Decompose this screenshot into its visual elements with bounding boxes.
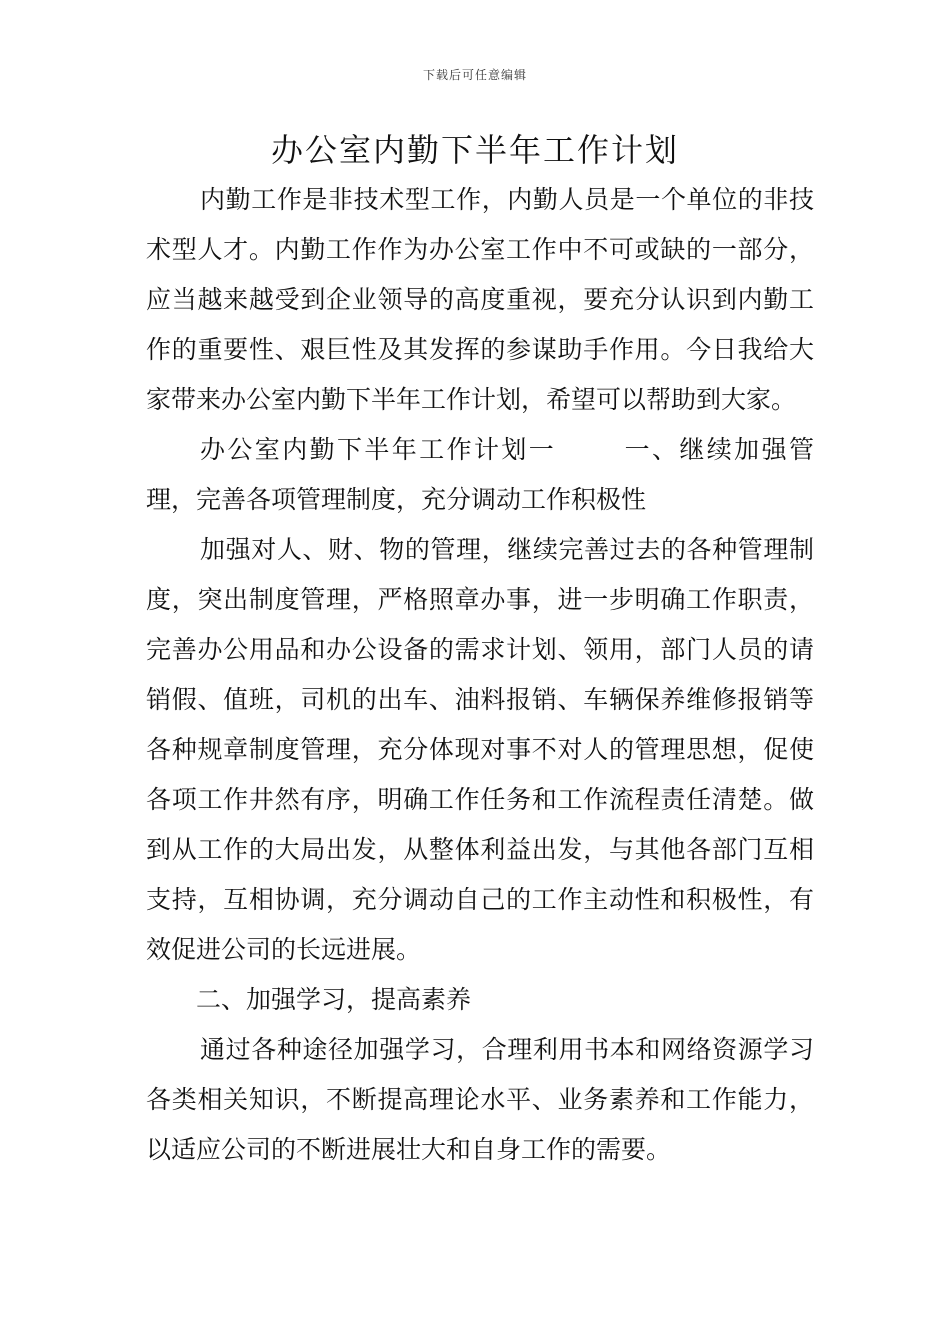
intro-paragraph: 内勤工作是非技术型工作，内勤人员是一个单位的非技术型人才。内勤工作作为办公室工作中不可或缺的一部分，应当越来越受到企业领导的高度重视，要充分认识到内勤工作的重要性、艰巨性及其发挥的参谋助手作用。今日我给大家带来办公室内勤下半年工作计划，希望可以帮助到大家。 bbox=[146, 185, 814, 414]
document-title: 办公室内勤下半年工作计划 bbox=[270, 131, 679, 169]
plan-one-label: 办公室内勤下半年工作计划一 bbox=[200, 435, 557, 464]
header-note: 下载后可任意编辑 bbox=[422, 68, 527, 82]
section-one-heading: 一、继续加强管理，完善各项管理制度，充分调动工作积极性 bbox=[146, 435, 814, 514]
section-two-heading: 二、加强学习，提高素养 bbox=[196, 985, 472, 1014]
section-one-body: 加强对人、财、物的管理，继续完善过去的各种管理制度，突出制度管理，严格照章办事，进一步明确工作职责，完善办公用品和办公设备的需求计划、领用，部门人员的请销假、值班，司机的出车、油料报销、车辆保养维修报销等各种规章制度管理，充分体现对事不对人的管理思想，促使各项工作井然有序，明确工作任务和工作流程责任清楚。做到从工作的大局出发，从整体利益出发，与其他各部门互相支持，互相协调，充分调动自己的工作主动性和积极性，有效促进公司的长远进展。 bbox=[146, 535, 814, 964]
section-two-body: 通过各种途径加强学习，合理利用书本和网络资源学习各类相关知识，不断提高理论水平、业务素养和工作能力，以适应公司的不断进展壮大和自身工作的需要。 bbox=[146, 1035, 814, 1164]
plan-one-paragraph bbox=[146, 425, 814, 525]
document-body bbox=[146, 175, 814, 1175]
